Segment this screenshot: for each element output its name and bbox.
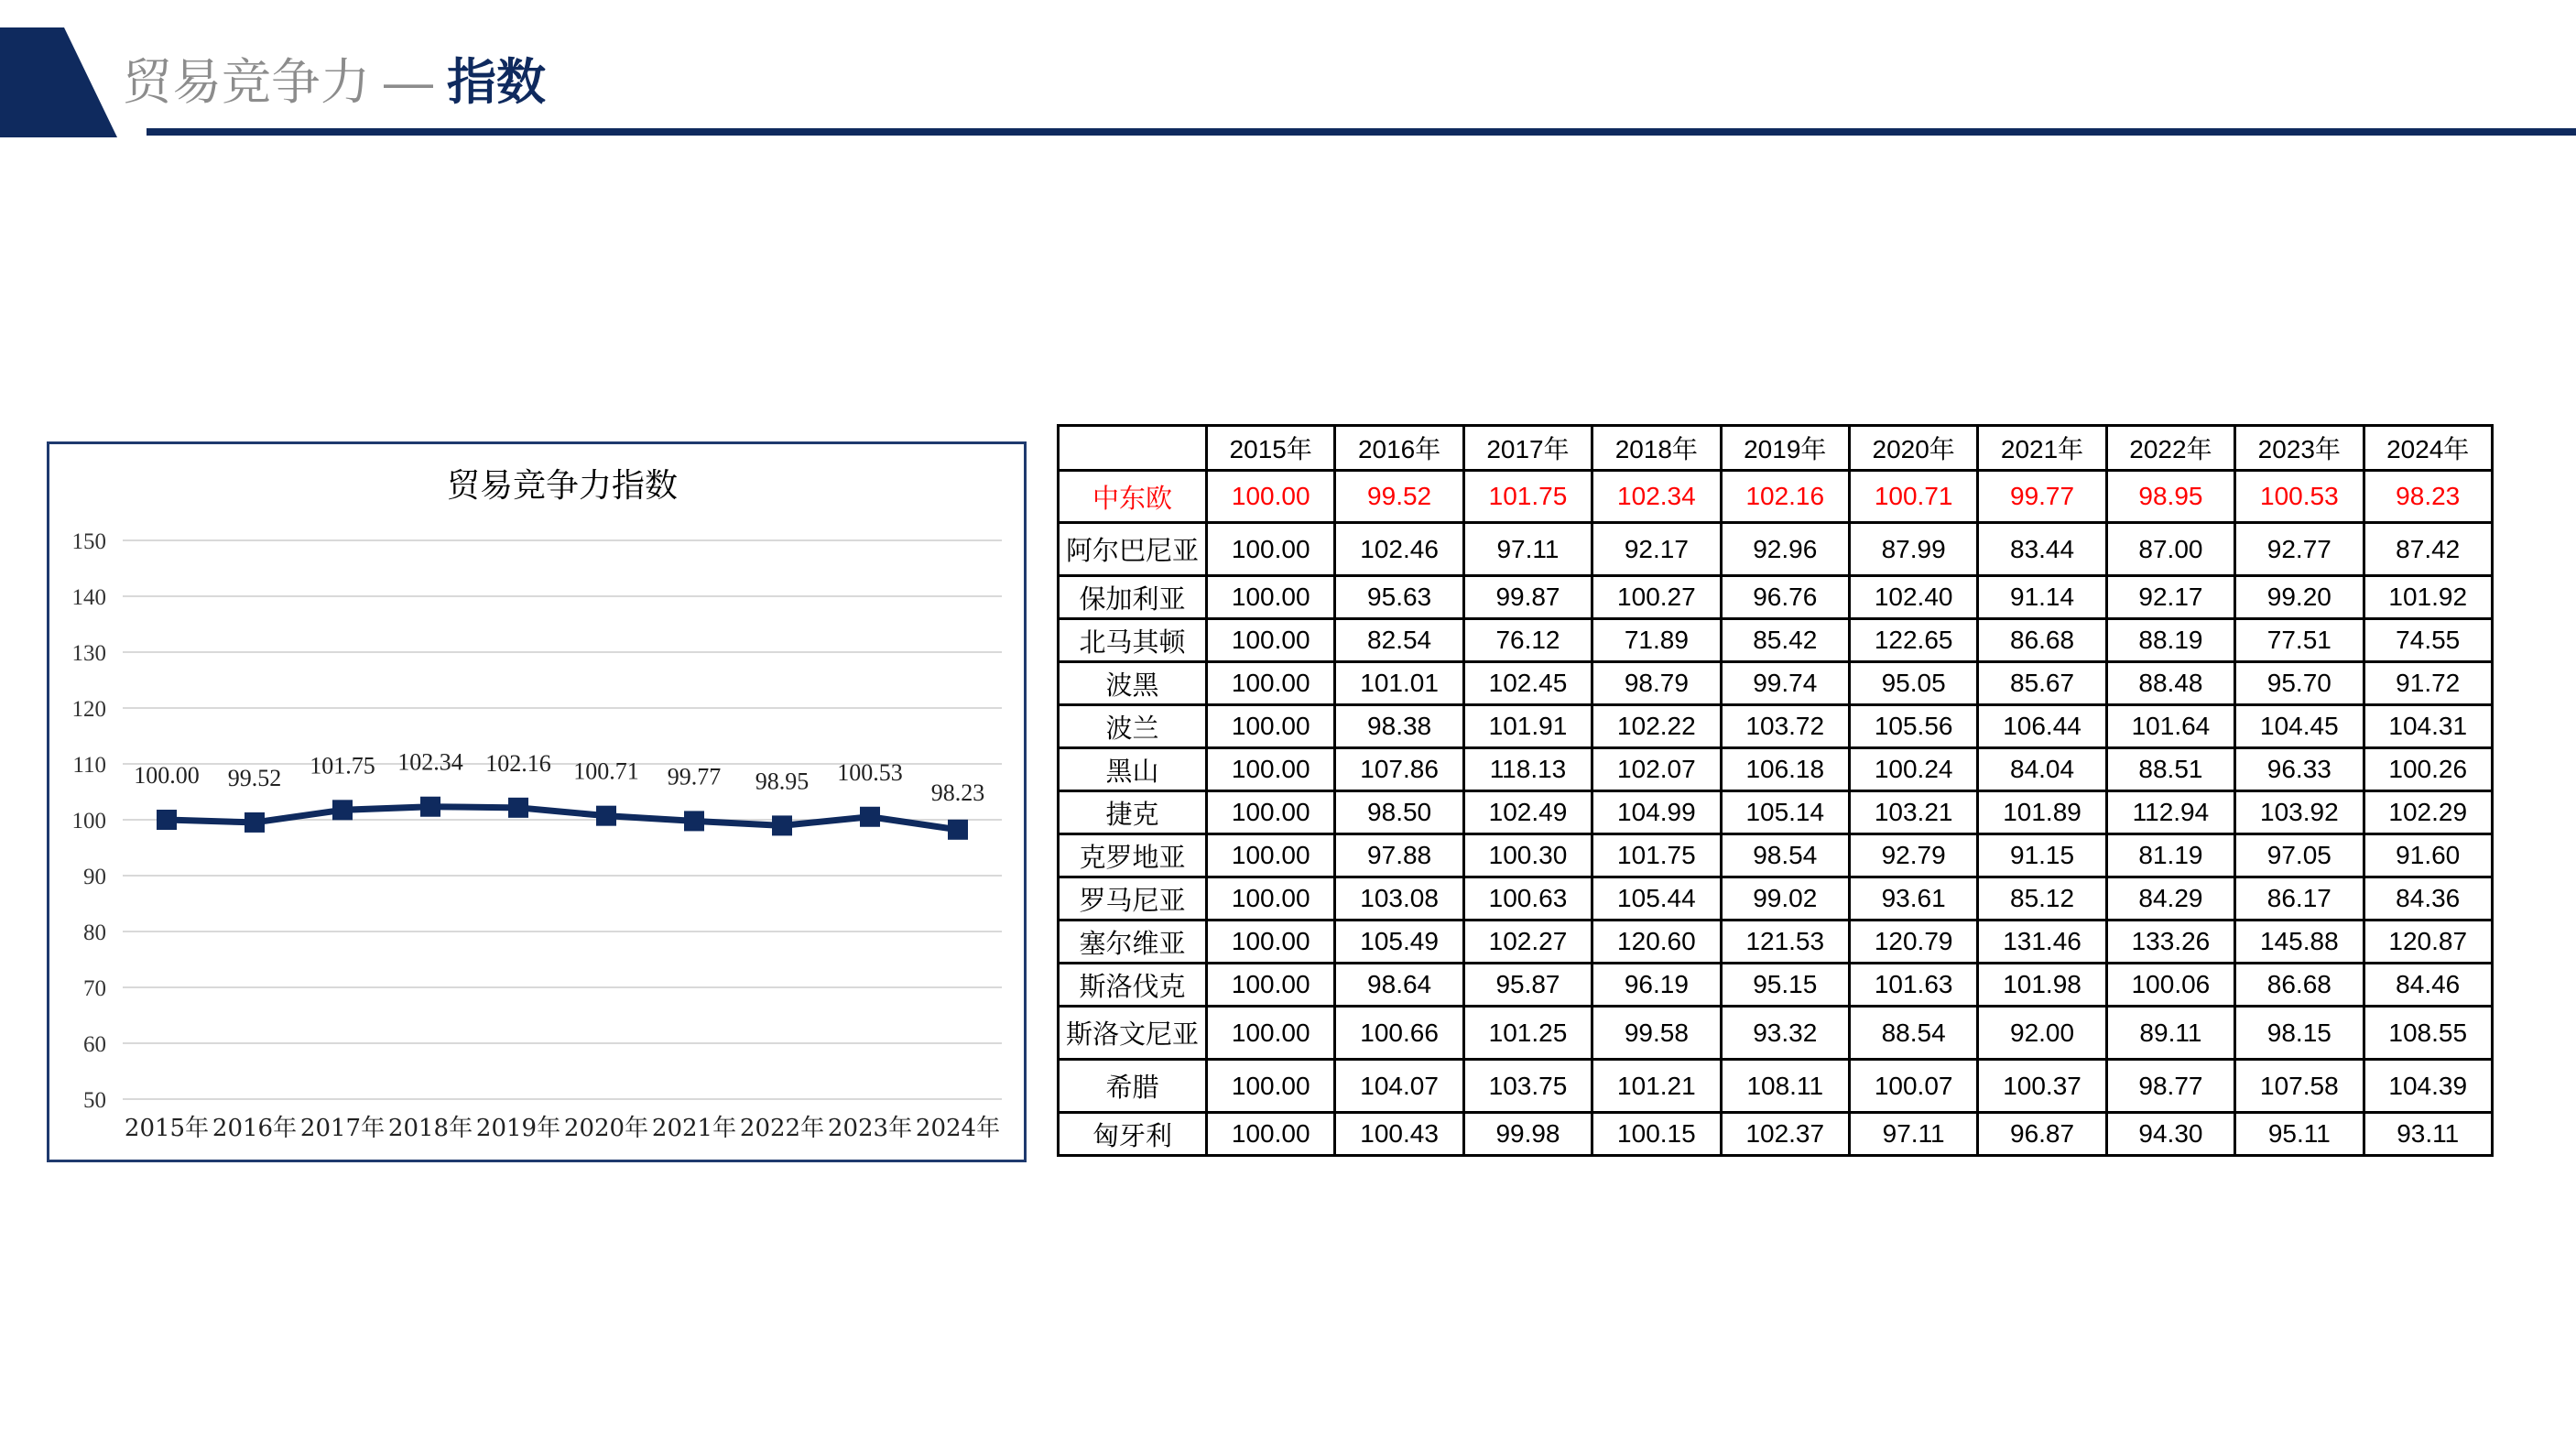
y-tick-label: 60 — [83, 1032, 106, 1057]
table-cell: 101.21 — [1592, 1060, 1721, 1113]
table-cell: 96.19 — [1592, 964, 1721, 1007]
table-cell: 133.26 — [2106, 921, 2234, 964]
table-cell: 100.07 — [1849, 1060, 1977, 1113]
table-cell: 92.79 — [1849, 834, 1977, 877]
table-cell: 101.01 — [1335, 662, 1463, 705]
table-row-label: 希腊 — [1059, 1060, 1207, 1113]
table-cell: 96.87 — [1978, 1113, 2106, 1156]
table-cell: 86.68 — [2235, 964, 2364, 1007]
table-cell: 107.58 — [2235, 1060, 2364, 1113]
table-cell: 100.71 — [1849, 471, 1977, 523]
table-cell: 95.87 — [1463, 964, 1592, 1007]
data-point — [157, 810, 177, 830]
header-divider — [147, 128, 2576, 136]
table-cell: 100.63 — [1463, 877, 1592, 921]
table-cell: 105.49 — [1335, 921, 1463, 964]
table-cell: 77.51 — [2235, 619, 2364, 662]
table-cell: 102.07 — [1592, 748, 1721, 791]
table-cell: 98.50 — [1335, 791, 1463, 834]
line-chart — [49, 444, 1024, 1160]
table-row-label: 波黑 — [1059, 662, 1207, 705]
table-cell: 99.20 — [2235, 576, 2364, 619]
table-cell: 120.60 — [1592, 921, 1721, 964]
table-row-label: 罗马尼亚 — [1059, 877, 1207, 921]
table-cell: 99.02 — [1721, 877, 1849, 921]
table-cell: 84.36 — [2364, 877, 2492, 921]
data-label: 100.53 — [837, 758, 903, 786]
table-row — [1059, 576, 2493, 619]
table-cell: 104.45 — [2235, 705, 2364, 748]
y-tick-label: 120 — [71, 697, 106, 722]
table-cell: 100.00 — [1207, 791, 1335, 834]
table-row-label: 中东欧 — [1059, 471, 1207, 523]
table-cell: 99.98 — [1463, 1113, 1592, 1156]
series-line — [167, 807, 958, 830]
table-cell: 102.16 — [1721, 471, 1849, 523]
data-point — [860, 807, 880, 827]
table-cell: 99.58 — [1592, 1007, 1721, 1060]
table-cell: 88.51 — [2106, 748, 2234, 791]
table-cell: 106.18 — [1721, 748, 1849, 791]
table-row-label: 塞尔维亚 — [1059, 921, 1207, 964]
table-cell: 100.00 — [1207, 662, 1335, 705]
table-cell: 112.94 — [2106, 791, 2234, 834]
table-cell: 98.95 — [2106, 471, 2234, 523]
table-cell: 104.99 — [1592, 791, 1721, 834]
table-cell: 108.55 — [2364, 1007, 2492, 1060]
table-cell: 92.77 — [2235, 523, 2364, 576]
table-cell: 100.00 — [1207, 705, 1335, 748]
table-cell: 97.88 — [1335, 834, 1463, 877]
table-cell: 107.86 — [1335, 748, 1463, 791]
table-cell: 145.88 — [2235, 921, 2364, 964]
table-header-cell: 2016年 — [1335, 426, 1463, 471]
table-cell: 98.64 — [1335, 964, 1463, 1007]
table-cell: 102.22 — [1592, 705, 1721, 748]
table-cell: 87.42 — [2364, 523, 2492, 576]
table-cell: 93.32 — [1721, 1007, 1849, 1060]
table-cell: 100.66 — [1335, 1007, 1463, 1060]
table-cell: 120.79 — [1849, 921, 1977, 964]
table-cell: 96.76 — [1721, 576, 1849, 619]
y-tick-label: 110 — [72, 753, 106, 778]
table-cell: 102.37 — [1721, 1113, 1849, 1156]
table-cell: 101.91 — [1463, 705, 1592, 748]
table-cell: 84.29 — [2106, 877, 2234, 921]
table-row — [1059, 921, 2493, 964]
x-tick-label: 2016年 — [212, 1115, 298, 1142]
data-label: 99.77 — [667, 763, 722, 790]
table-header-cell: 2023年 — [2235, 426, 2364, 471]
data-label: 99.52 — [227, 764, 282, 791]
table-header-row — [1059, 426, 2493, 471]
table-cell: 100.30 — [1463, 834, 1592, 877]
table-cell: 100.24 — [1849, 748, 1977, 791]
table-header-cell: 2018年 — [1592, 426, 1721, 471]
table-cell: 102.46 — [1335, 523, 1463, 576]
table-cell: 100.53 — [2235, 471, 2364, 523]
table-cell: 100.00 — [1207, 523, 1335, 576]
table-cell: 99.74 — [1721, 662, 1849, 705]
data-label: 100.00 — [134, 762, 200, 789]
table-cell: 98.15 — [2235, 1007, 2364, 1060]
table-row — [1059, 964, 2493, 1007]
data-label: 98.95 — [755, 768, 810, 795]
table-cell: 100.00 — [1207, 748, 1335, 791]
table-header-cell: 2020年 — [1849, 426, 1977, 471]
table-cell: 85.12 — [1978, 877, 2106, 921]
table-cell: 102.34 — [1592, 471, 1721, 523]
table-cell: 102.40 — [1849, 576, 1977, 619]
table-cell: 93.61 — [1849, 877, 1977, 921]
x-tick-label: 2018年 — [387, 1115, 473, 1142]
table-cell: 100.43 — [1335, 1113, 1463, 1156]
table-cell: 100.00 — [1207, 471, 1335, 523]
table-cell: 91.14 — [1978, 576, 2106, 619]
table-row-label: 北马其顿 — [1059, 619, 1207, 662]
data-point — [420, 797, 440, 817]
table-cell: 87.00 — [2106, 523, 2234, 576]
data-label: 102.16 — [485, 749, 551, 777]
table-cell: 103.08 — [1335, 877, 1463, 921]
table-cell: 101.63 — [1849, 964, 1977, 1007]
table-cell: 101.25 — [1463, 1007, 1592, 1060]
x-tick-label: 2022年 — [739, 1115, 825, 1142]
table-cell: 91.60 — [2364, 834, 2492, 877]
table-cell: 81.19 — [2106, 834, 2234, 877]
table-cell: 103.75 — [1463, 1060, 1592, 1113]
table-cell: 100.15 — [1592, 1113, 1721, 1156]
table-row-label: 斯洛伐克 — [1059, 964, 1207, 1007]
x-tick-label: 2020年 — [563, 1115, 649, 1142]
table-row — [1059, 1113, 2493, 1156]
page-title-main: 指数 — [447, 55, 547, 110]
table-row-label: 捷克 — [1059, 791, 1207, 834]
table-cell: 100.06 — [2106, 964, 2234, 1007]
table-cell: 95.15 — [1721, 964, 1849, 1007]
table-cell: 105.56 — [1849, 705, 1977, 748]
table-cell: 98.54 — [1721, 834, 1849, 877]
table-row — [1059, 523, 2493, 576]
table-row-label: 匈牙利 — [1059, 1113, 1207, 1156]
table-cell: 101.92 — [2364, 576, 2492, 619]
line-chart-panel — [47, 441, 1027, 1162]
page-title-prefix: 贸易竞争力 — — [123, 55, 448, 110]
table-cell: 93.11 — [2364, 1113, 2492, 1156]
table-row — [1059, 1007, 2493, 1060]
table-cell: 86.68 — [1978, 619, 2106, 662]
table-cell: 99.52 — [1335, 471, 1463, 523]
y-tick-label: 50 — [83, 1088, 106, 1113]
table-cell: 92.96 — [1721, 523, 1849, 576]
table-cell: 95.11 — [2235, 1113, 2364, 1156]
table-cell: 101.75 — [1592, 834, 1721, 877]
table-row — [1059, 748, 2493, 791]
data-point — [332, 800, 353, 820]
table-cell: 108.11 — [1721, 1060, 1849, 1113]
table-cell: 102.27 — [1463, 921, 1592, 964]
table-cell: 102.45 — [1463, 662, 1592, 705]
y-tick-label: 80 — [83, 921, 106, 945]
x-tick-label: 2017年 — [299, 1115, 386, 1142]
y-tick-label: 100 — [71, 809, 106, 833]
table-cell: 122.65 — [1849, 619, 1977, 662]
table-row-label: 斯洛文尼亚 — [1059, 1007, 1207, 1060]
table-cell: 100.27 — [1592, 576, 1721, 619]
data-label: 101.75 — [310, 752, 375, 779]
table-cell: 84.46 — [2364, 964, 2492, 1007]
table-row-label: 黑山 — [1059, 748, 1207, 791]
table-cell: 121.53 — [1721, 921, 1849, 964]
table-cell: 102.49 — [1463, 791, 1592, 834]
data-label: 100.71 — [573, 757, 639, 785]
table-cell: 99.77 — [1978, 471, 2106, 523]
table-cell: 71.89 — [1592, 619, 1721, 662]
table-cell: 102.29 — [2364, 791, 2492, 834]
header-corner-decoration — [0, 27, 117, 137]
table-cell: 82.54 — [1335, 619, 1463, 662]
data-point — [772, 815, 792, 835]
y-tick-label: 130 — [71, 641, 106, 666]
table-cell: 98.23 — [2364, 471, 2492, 523]
table-cell: 100.26 — [2364, 748, 2492, 791]
table-cell: 103.21 — [1849, 791, 1977, 834]
page-title — [123, 48, 546, 117]
table-cell: 120.87 — [2364, 921, 2492, 964]
table-cell: 104.07 — [1335, 1060, 1463, 1113]
table-row — [1059, 1060, 2493, 1113]
table-cell: 100.00 — [1207, 964, 1335, 1007]
table-cell: 88.54 — [1849, 1007, 1977, 1060]
table-row — [1059, 619, 2493, 662]
table-row-label: 保加利亚 — [1059, 576, 1207, 619]
x-tick-label: 2023年 — [827, 1115, 913, 1142]
table-row — [1059, 877, 2493, 921]
table-cell: 85.67 — [1978, 662, 2106, 705]
table-cell: 100.00 — [1207, 877, 1335, 921]
table-cell: 89.11 — [2106, 1007, 2234, 1060]
data-point — [948, 820, 968, 840]
table-row — [1059, 705, 2493, 748]
table-cell: 76.12 — [1463, 619, 1592, 662]
table-cell: 101.98 — [1978, 964, 2106, 1007]
table-cell: 88.19 — [2106, 619, 2234, 662]
table-cell: 101.89 — [1978, 791, 2106, 834]
table-row — [1059, 791, 2493, 834]
table-cell: 92.17 — [2106, 576, 2234, 619]
table-cell: 74.55 — [2364, 619, 2492, 662]
table-cell: 100.00 — [1207, 576, 1335, 619]
x-tick-label: 2021年 — [651, 1115, 737, 1142]
table-cell: 100.00 — [1207, 834, 1335, 877]
table-cell: 97.11 — [1463, 523, 1592, 576]
table-cell: 100.00 — [1207, 1113, 1335, 1156]
table-row-label: 阿尔巴尼亚 — [1059, 523, 1207, 576]
table-row — [1059, 834, 2493, 877]
table-cell: 98.77 — [2106, 1060, 2234, 1113]
x-tick-label: 2015年 — [124, 1115, 210, 1142]
table-row-label: 波兰 — [1059, 705, 1207, 748]
table-cell: 88.48 — [2106, 662, 2234, 705]
table-cell: 92.00 — [1978, 1007, 2106, 1060]
data-label: 102.34 — [397, 748, 463, 776]
table-cell: 131.46 — [1978, 921, 2106, 964]
table-cell: 104.31 — [2364, 705, 2492, 748]
table-header-cell: 2017年 — [1463, 426, 1592, 471]
data-point — [245, 812, 265, 833]
table-cell: 103.92 — [2235, 791, 2364, 834]
table-cell: 91.15 — [1978, 834, 2106, 877]
table-cell: 86.17 — [2235, 877, 2364, 921]
data-point — [596, 806, 616, 826]
table-cell: 100.00 — [1207, 921, 1335, 964]
table-cell: 100.00 — [1207, 1007, 1335, 1060]
table-cell: 98.79 — [1592, 662, 1721, 705]
table-cell: 87.99 — [1849, 523, 1977, 576]
table-header-cell: 2024年 — [2364, 426, 2492, 471]
y-tick-label: 90 — [83, 865, 106, 889]
table-cell: 92.17 — [1592, 523, 1721, 576]
table-cell: 100.00 — [1207, 619, 1335, 662]
table-header-cell: 2019年 — [1721, 426, 1849, 471]
chart-title: 贸易竞争力指数 — [446, 467, 679, 505]
data-point — [508, 798, 528, 818]
table-cell: 103.72 — [1721, 705, 1849, 748]
data-point — [684, 811, 704, 831]
table-header-cell: 2021年 — [1978, 426, 2106, 471]
table-cell: 98.38 — [1335, 705, 1463, 748]
table-cell: 95.63 — [1335, 576, 1463, 619]
table-cell: 97.11 — [1849, 1113, 1977, 1156]
table-cell: 99.87 — [1463, 576, 1592, 619]
table-cell: 105.14 — [1721, 791, 1849, 834]
table-cell: 100.37 — [1978, 1060, 2106, 1113]
table-cell: 85.42 — [1721, 619, 1849, 662]
x-tick-label: 2024年 — [915, 1115, 1001, 1142]
table-cell: 97.05 — [2235, 834, 2364, 877]
x-tick-label: 2019年 — [475, 1115, 561, 1142]
table-cell: 83.44 — [1978, 523, 2106, 576]
table-cell: 106.44 — [1978, 705, 2106, 748]
data-table — [1057, 424, 2494, 1157]
table-cell: 91.72 — [2364, 662, 2492, 705]
table-cell: 101.75 — [1463, 471, 1592, 523]
data-label: 98.23 — [930, 779, 985, 806]
y-tick-label: 150 — [71, 529, 106, 554]
y-tick-label: 140 — [71, 585, 106, 610]
table-cell: 84.04 — [1978, 748, 2106, 791]
table-row — [1059, 471, 2493, 523]
table-cell: 100.00 — [1207, 1060, 1335, 1113]
table-cell: 95.05 — [1849, 662, 1977, 705]
table-cell: 94.30 — [2106, 1113, 2234, 1156]
table-row-label: 克罗地亚 — [1059, 834, 1207, 877]
table-cell: 96.33 — [2235, 748, 2364, 791]
y-tick-label: 70 — [83, 976, 106, 1001]
table-row — [1059, 662, 2493, 705]
table-cell: 104.39 — [2364, 1060, 2492, 1113]
table-header-cell: 2015年 — [1207, 426, 1335, 471]
table-cell: 101.64 — [2106, 705, 2234, 748]
table-cell: 95.70 — [2235, 662, 2364, 705]
table-corner-cell — [1059, 426, 1207, 471]
table-header-cell: 2022年 — [2106, 426, 2234, 471]
table-cell: 118.13 — [1463, 748, 1592, 791]
table-cell: 105.44 — [1592, 877, 1721, 921]
